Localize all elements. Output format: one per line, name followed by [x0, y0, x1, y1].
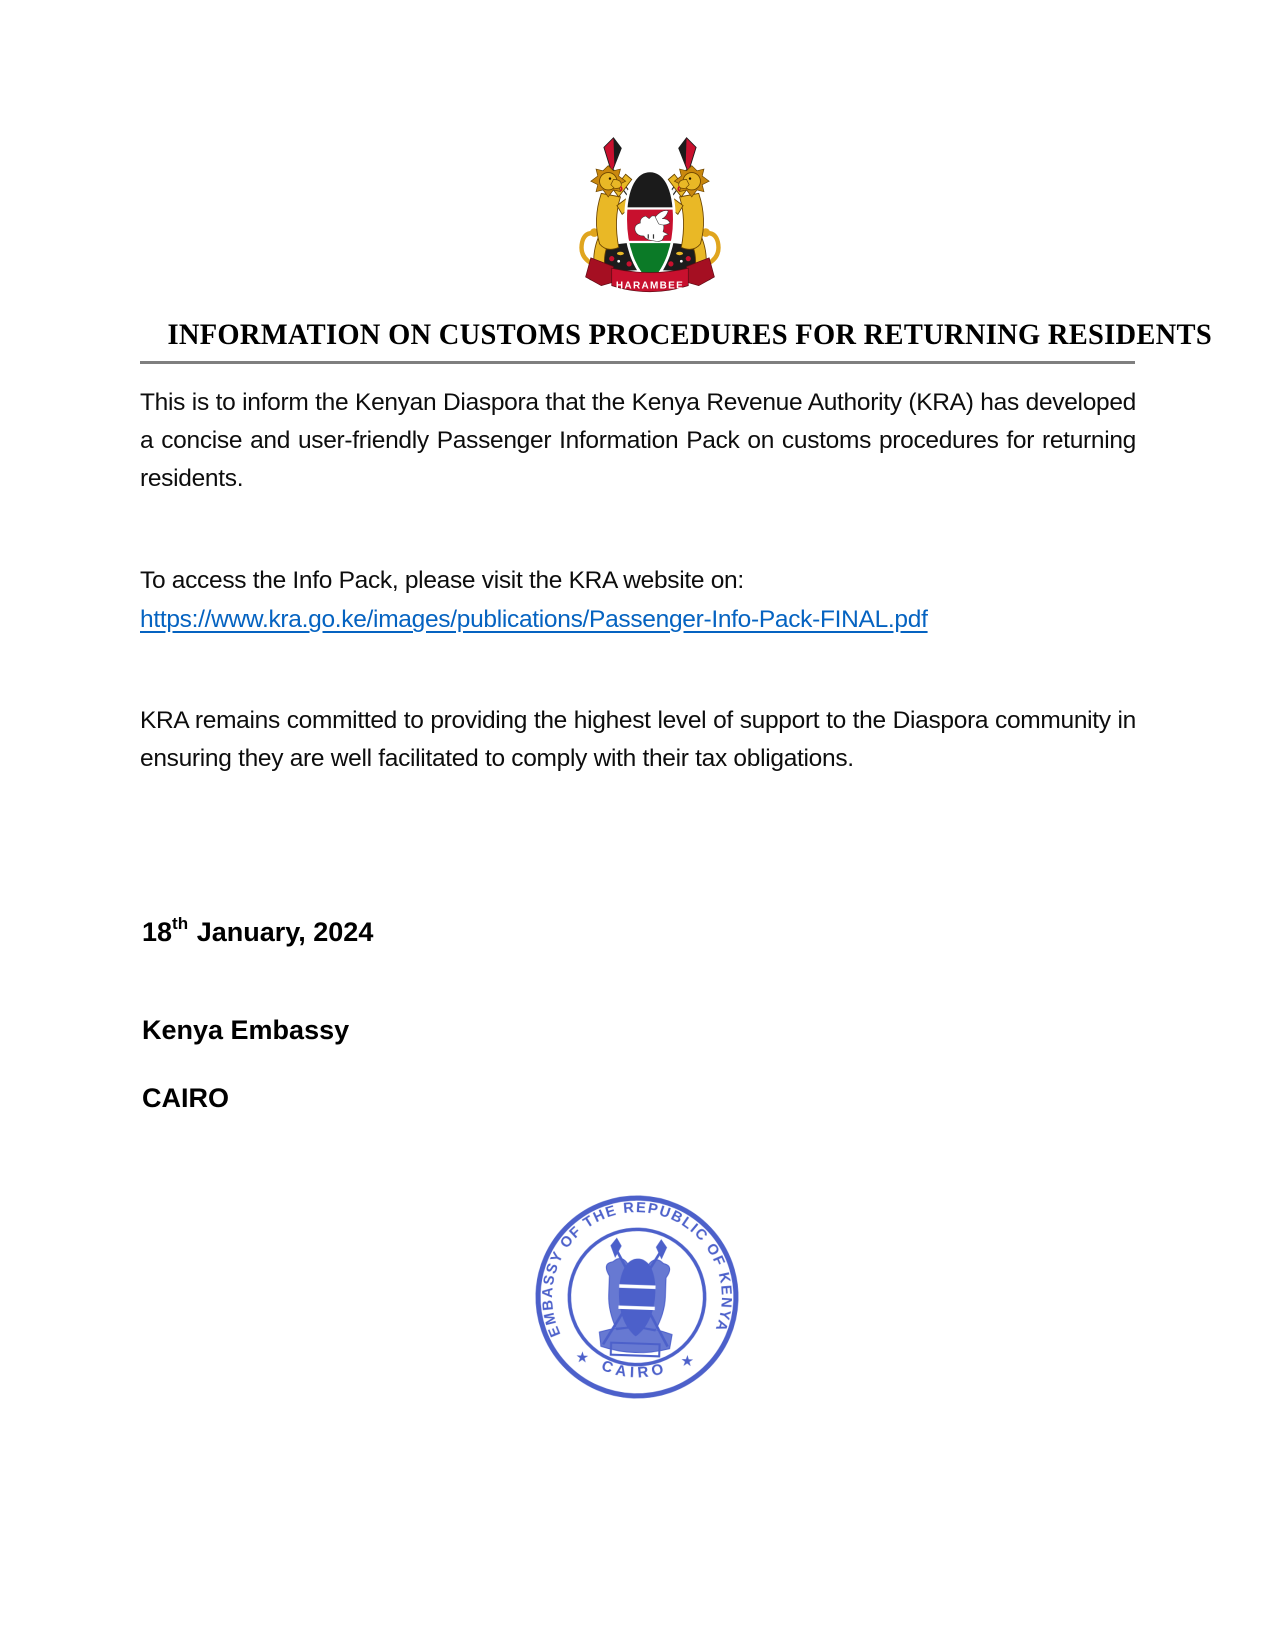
- paragraph-access: To access the Info Pack, please visit the KRA website on:: [140, 567, 744, 594]
- stamp-arc-text: EMBASSY OF THE REPUBLIC OF KENYA: [539, 1200, 735, 1339]
- date-day: 18: [142, 917, 173, 947]
- stamp-star-left-icon: ★: [576, 1349, 589, 1365]
- title-block: [140, 318, 1212, 364]
- kenya-coat-of-arms-icon: [563, 136, 737, 310]
- paragraph-commitment: KRA remains committed to providing the highest level of support to the Diaspora community in ensuring they are well facilitated to comply with their tax obligations.: [140, 707, 1136, 772]
- date-line: [142, 906, 373, 952]
- page-title: INFORMATION ON CUSTOMS PROCEDURES FOR RETURNING RESIDENTS: [167, 318, 1212, 351]
- stamp-star-right-icon: ★: [681, 1353, 694, 1369]
- kra-info-pack-link[interactable]: https://www.kra.go.ke/images/publications/Passenger-Info-Pack-FINAL.pdf: [140, 606, 928, 633]
- svg-text:CAIRO: [599, 1357, 670, 1382]
- stamp-bottom-text: CAIRO: [599, 1357, 670, 1382]
- emblem-motto: HARAMBEE: [615, 280, 685, 292]
- link-line: [140, 601, 1136, 639]
- paragraph-intro: This is to inform the Kenyan Diaspora that the Kenya Revenue Authority (KRA) has developed a concise and user-friendly Passenger Information Pack on customs procedures for returning residents.: [140, 389, 1136, 492]
- date-ordinal: th: [172, 914, 189, 933]
- signature-organization: Kenya Embassy: [142, 1015, 350, 1045]
- date-rest: January, 2024: [196, 917, 374, 947]
- signature-city: CAIRO: [142, 1083, 229, 1113]
- embassy-round-stamp-icon: [530, 1190, 743, 1403]
